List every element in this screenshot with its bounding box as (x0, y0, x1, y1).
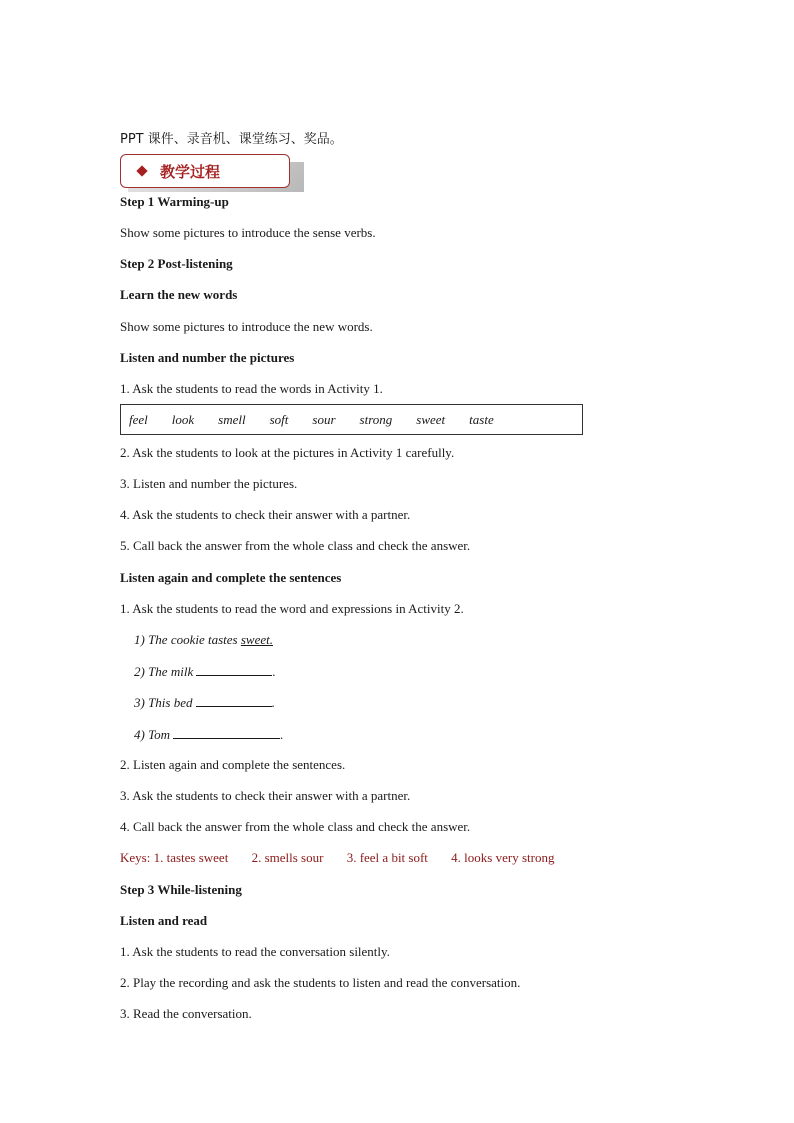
ln-item-5: 5. Call back the answer from the whole class and check the answer. (120, 538, 471, 553)
sentence-2-text: 2) The milk (134, 664, 197, 679)
sentence-3 (134, 694, 275, 711)
word-bank-item: feel (129, 411, 148, 427)
ln-item-3: 3. Listen and number the pictures. (120, 476, 298, 491)
listen-read-heading: Listen and read (120, 913, 208, 928)
materials-line: PPT 课件、录音机、课堂练习、奖品。 (120, 132, 343, 147)
ln-item-2: 2. Ask the students to look at the pictures in Activity 1 carefully. (120, 445, 455, 460)
key-1: Keys: 1. tastes sweet (120, 850, 229, 865)
lr-item-3: 3. Read the conversation. (120, 1006, 252, 1021)
lc-item-3: 3. Ask the students to check their answer with a partner. (120, 788, 411, 803)
section-title: 教学过程 (160, 162, 221, 181)
key-2: 2. smells sour (251, 850, 324, 865)
sentence-2-end: . (272, 664, 276, 679)
sentence-2-blank (196, 663, 272, 676)
word-bank (120, 404, 583, 435)
learn-words-desc: Show some pictures to introduce the new words. (120, 319, 373, 334)
lc-item-1: 1. Ask the students to read the word and expressions in Activity 2. (120, 601, 464, 616)
lc-item-2: 2. Listen again and complete the sentences. (120, 757, 346, 772)
sentence-1 (134, 632, 273, 648)
step3-heading: Step 3 While-listening (120, 882, 242, 897)
sentence-1-answer: sweet. (240, 632, 274, 647)
sentence-4-end: . (280, 727, 284, 742)
step1-heading: Step 1 Warming-up (120, 194, 229, 209)
listen-complete-heading: Listen again and complete the sentences (120, 570, 342, 585)
word-bank-item: taste (469, 411, 494, 427)
key-4: 4. looks very strong (451, 850, 555, 865)
lc-item-4: 4. Call back the answer from the whole class and check the answer. (120, 819, 471, 834)
section-header-box (120, 154, 290, 188)
word-bank-item: smell (218, 411, 246, 427)
learn-words-heading: Learn the new words (120, 287, 238, 302)
word-bank-item: sour (312, 411, 336, 427)
word-bank-item: soft (269, 411, 289, 427)
sentence-2 (134, 663, 276, 680)
diamond-icon (136, 165, 147, 176)
step1-desc: Show some pictures to introduce the sense verbs. (120, 225, 376, 240)
word-bank-item: sweet (416, 411, 446, 427)
keys-line (120, 850, 574, 866)
ln-item-1: 1. Ask the students to read the words in Activity 1. (120, 381, 383, 396)
sentence-3-end: . (271, 695, 275, 710)
listen-number-heading: Listen and number the pictures (120, 350, 295, 365)
sentence-4-blank (173, 726, 280, 739)
section-header (120, 154, 310, 194)
key-3: 3. feel a bit soft (346, 850, 428, 865)
step2-heading: Step 2 Post-listening (120, 256, 233, 271)
word-bank-item: look (171, 411, 195, 427)
lr-item-2: 2. Play the recording and ask the students to listen and read the conversation. (120, 975, 521, 990)
sentence-3-text: 3) This bed (134, 695, 196, 710)
word-bank-item: strong (359, 411, 393, 427)
sentence-3-blank (196, 694, 272, 707)
lr-item-1: 1. Ask the students to read the conversation silently. (120, 944, 390, 959)
sentence-1-text: 1) The cookie tastes (134, 632, 241, 647)
ln-item-4: 4. Ask the students to check their answer with a partner. (120, 507, 411, 522)
sentence-4-text: 4) Tom (134, 727, 174, 742)
sentence-4 (134, 726, 284, 743)
